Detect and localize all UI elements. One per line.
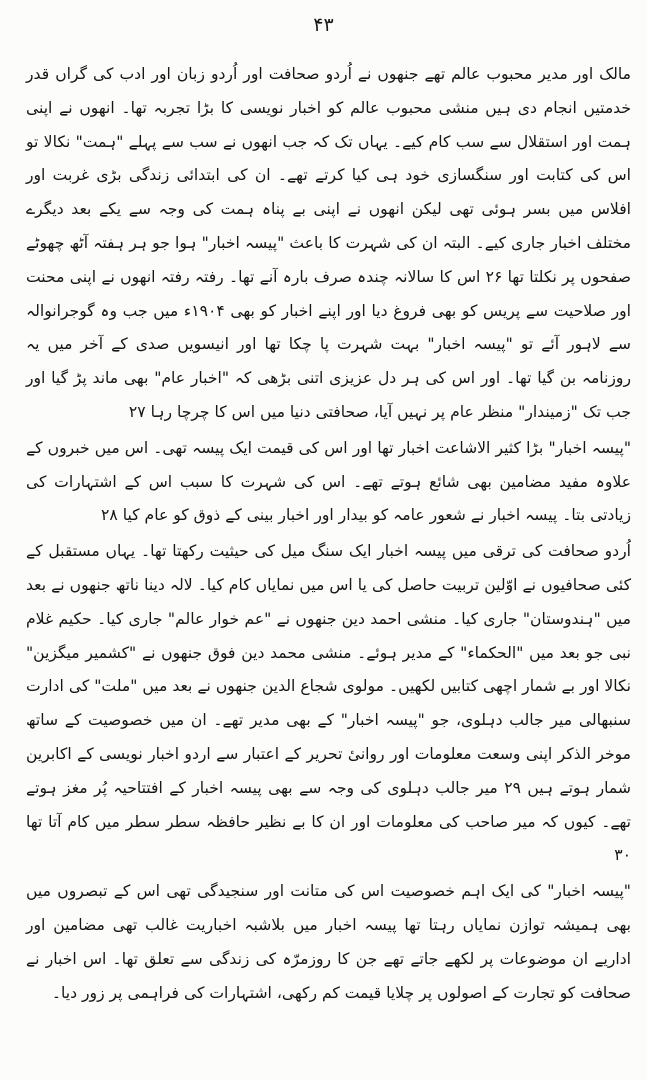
paragraph-peesa-akhbar-history: مالک اور مدیر محبوب عالم تھے جنھوں نے اُردو صحافت اور اُردو زبان اور ادب کی گراں قدر خدمتیں انجام دی ہیں منشی محبوب عالم کو اخبار نویسی کا بڑا تجربہ تھا۔ انھوں نے اپنی ہمت اور استقلال سے سب کام کیے۔ یہاں تک کہ جب انھوں نے سب سے پہلے "ہمت" نکالا تو اس کی کتابت اور سنگسازی خود ہی کیا کرتے تھے۔ ان کی ابتدائی زندگی بڑی غربت اور افلاس میں بسر ہوئی تھی لیکن انھوں نے اپنی بے پناہ ہمت کی وجہ سے یکے بعد دیگرے مختلف اخبار جاری کیے۔ البتہ ان کی شہرت کا باعث "پیسہ اخبار" ہوا جو ہر ہفتہ آٹھ چھوٹے صفحوں پر نکلتا تھا ۲۶ اس کا سالانہ چندہ صرف بارہ آنے تھا۔ رفتہ رفتہ انھوں نے اپنی محنت اور صلاحیت سے پریس کو بھی فروغ دیا اور اپنے اخبار کو بھی ۱۹۰۴ء میں جب وہ گوجرانوالہ سے لاہور آئے تو "پیسہ اخبار" بہت شہرت پا چکا تھا اور انیسویں صدی کے آخر میں یہ روزنامہ بن گیا تھا۔ اور اس کی ہر دل عزیزی اتنی بڑھی کہ "اخبار عام" بھی ماند پڑ گیا اور جب تک "زمیندار" منظر عام پر نہیں آیا، صحافتی دنیا میں اس کا چرچا رہا ۲۷ [26, 65, 631, 421]
paragraph-circulation: "پیسہ اخبار" بڑا کثیر الاشاعت اخبار تھا اور اس کی قیمت ایک پیسہ تھی۔ اس میں خبروں کے علاوہ مفید مضامین بھی شائع ہوتے تھے۔ اس کی شہرت کا سبب اس کے اشتہارات کی زیادتی بتا۔ پیسہ اخبار نے شعور عامہ کو بیدار اور اخبار بینی کے ذوق کو عام کیا ۲۸ [26, 438, 631, 525]
paragraph-journalists: اُردو صحافت کی ترقی میں پیسہ اخبار ایک سنگ میل کی حیثیت رکھتا تھا۔ یہاں مستقبل کے کئی صحافیوں نے اوّلین تربیت حاصل کی یا اس میں نمایاں کام کیا۔ لالہ دینا ناتھ جنھوں نے بعد میں "ہندوستان" جاری کیا۔ منشی احمد دین جنھوں نے "عم خوار عالم" جاری کیا۔ حکیم غلام نبی جو بعد میں "الحکماء" کے مدیر ہوئے۔ منشی محمد دین فوق جنھوں نے "کشمیر میگزین" نکالا اور بے شمار اچھی کتابیں لکھیں۔ مولوی شجاع الدین جنھوں نے بعد میں "ملت" کی ادارت سنبھالی میر جالب دہلوی، جو "پیسہ اخبار" کے بھی مدیر تھے۔ ان میں خصوصیت کے ساتھ موخر الذکر اپنی وسعت معلومات اور روانیٔ تحریر کے اعتبار سے اردو اخبار نویسی کے اکابرین شمار ہوتے ہیں ۲۹ میر جالب دہلوی کی وجہ سے بھی پیسہ اخبار کے افتتاحیہ پُر مغز ہوتے تھے۔ کیوں کہ میر صاحب کی معلومات اور ان کا بے نظیر حافظہ سطر سطر میں کام آتا تھا ۳۰ [26, 542, 631, 865]
body-text [26, 58, 631, 1010]
paragraph-features: "پیسہ اخبار" کی ایک اہم خصوصیت اس کی متانت اور سنجیدگی تھی اس کے تبصروں میں بھی ہمیشہ توازن نمایاں رہتا تھا پیسہ اخبار میں بلاشبہ اخباریت غالب تھی مضامین اور اداریے ان موضوعات پر لکھے جاتے تھے جن کا روزمرّہ کی زندگی سے تعلق تھا۔ اس اخبار نے صحافت کو تجارت کے اصولوں پر چلایا قیمت کم رکھی، اشتہارات کی فراہمی پر زور دیا۔ [26, 882, 631, 1002]
page-number: ۴۳ [313, 14, 334, 36]
